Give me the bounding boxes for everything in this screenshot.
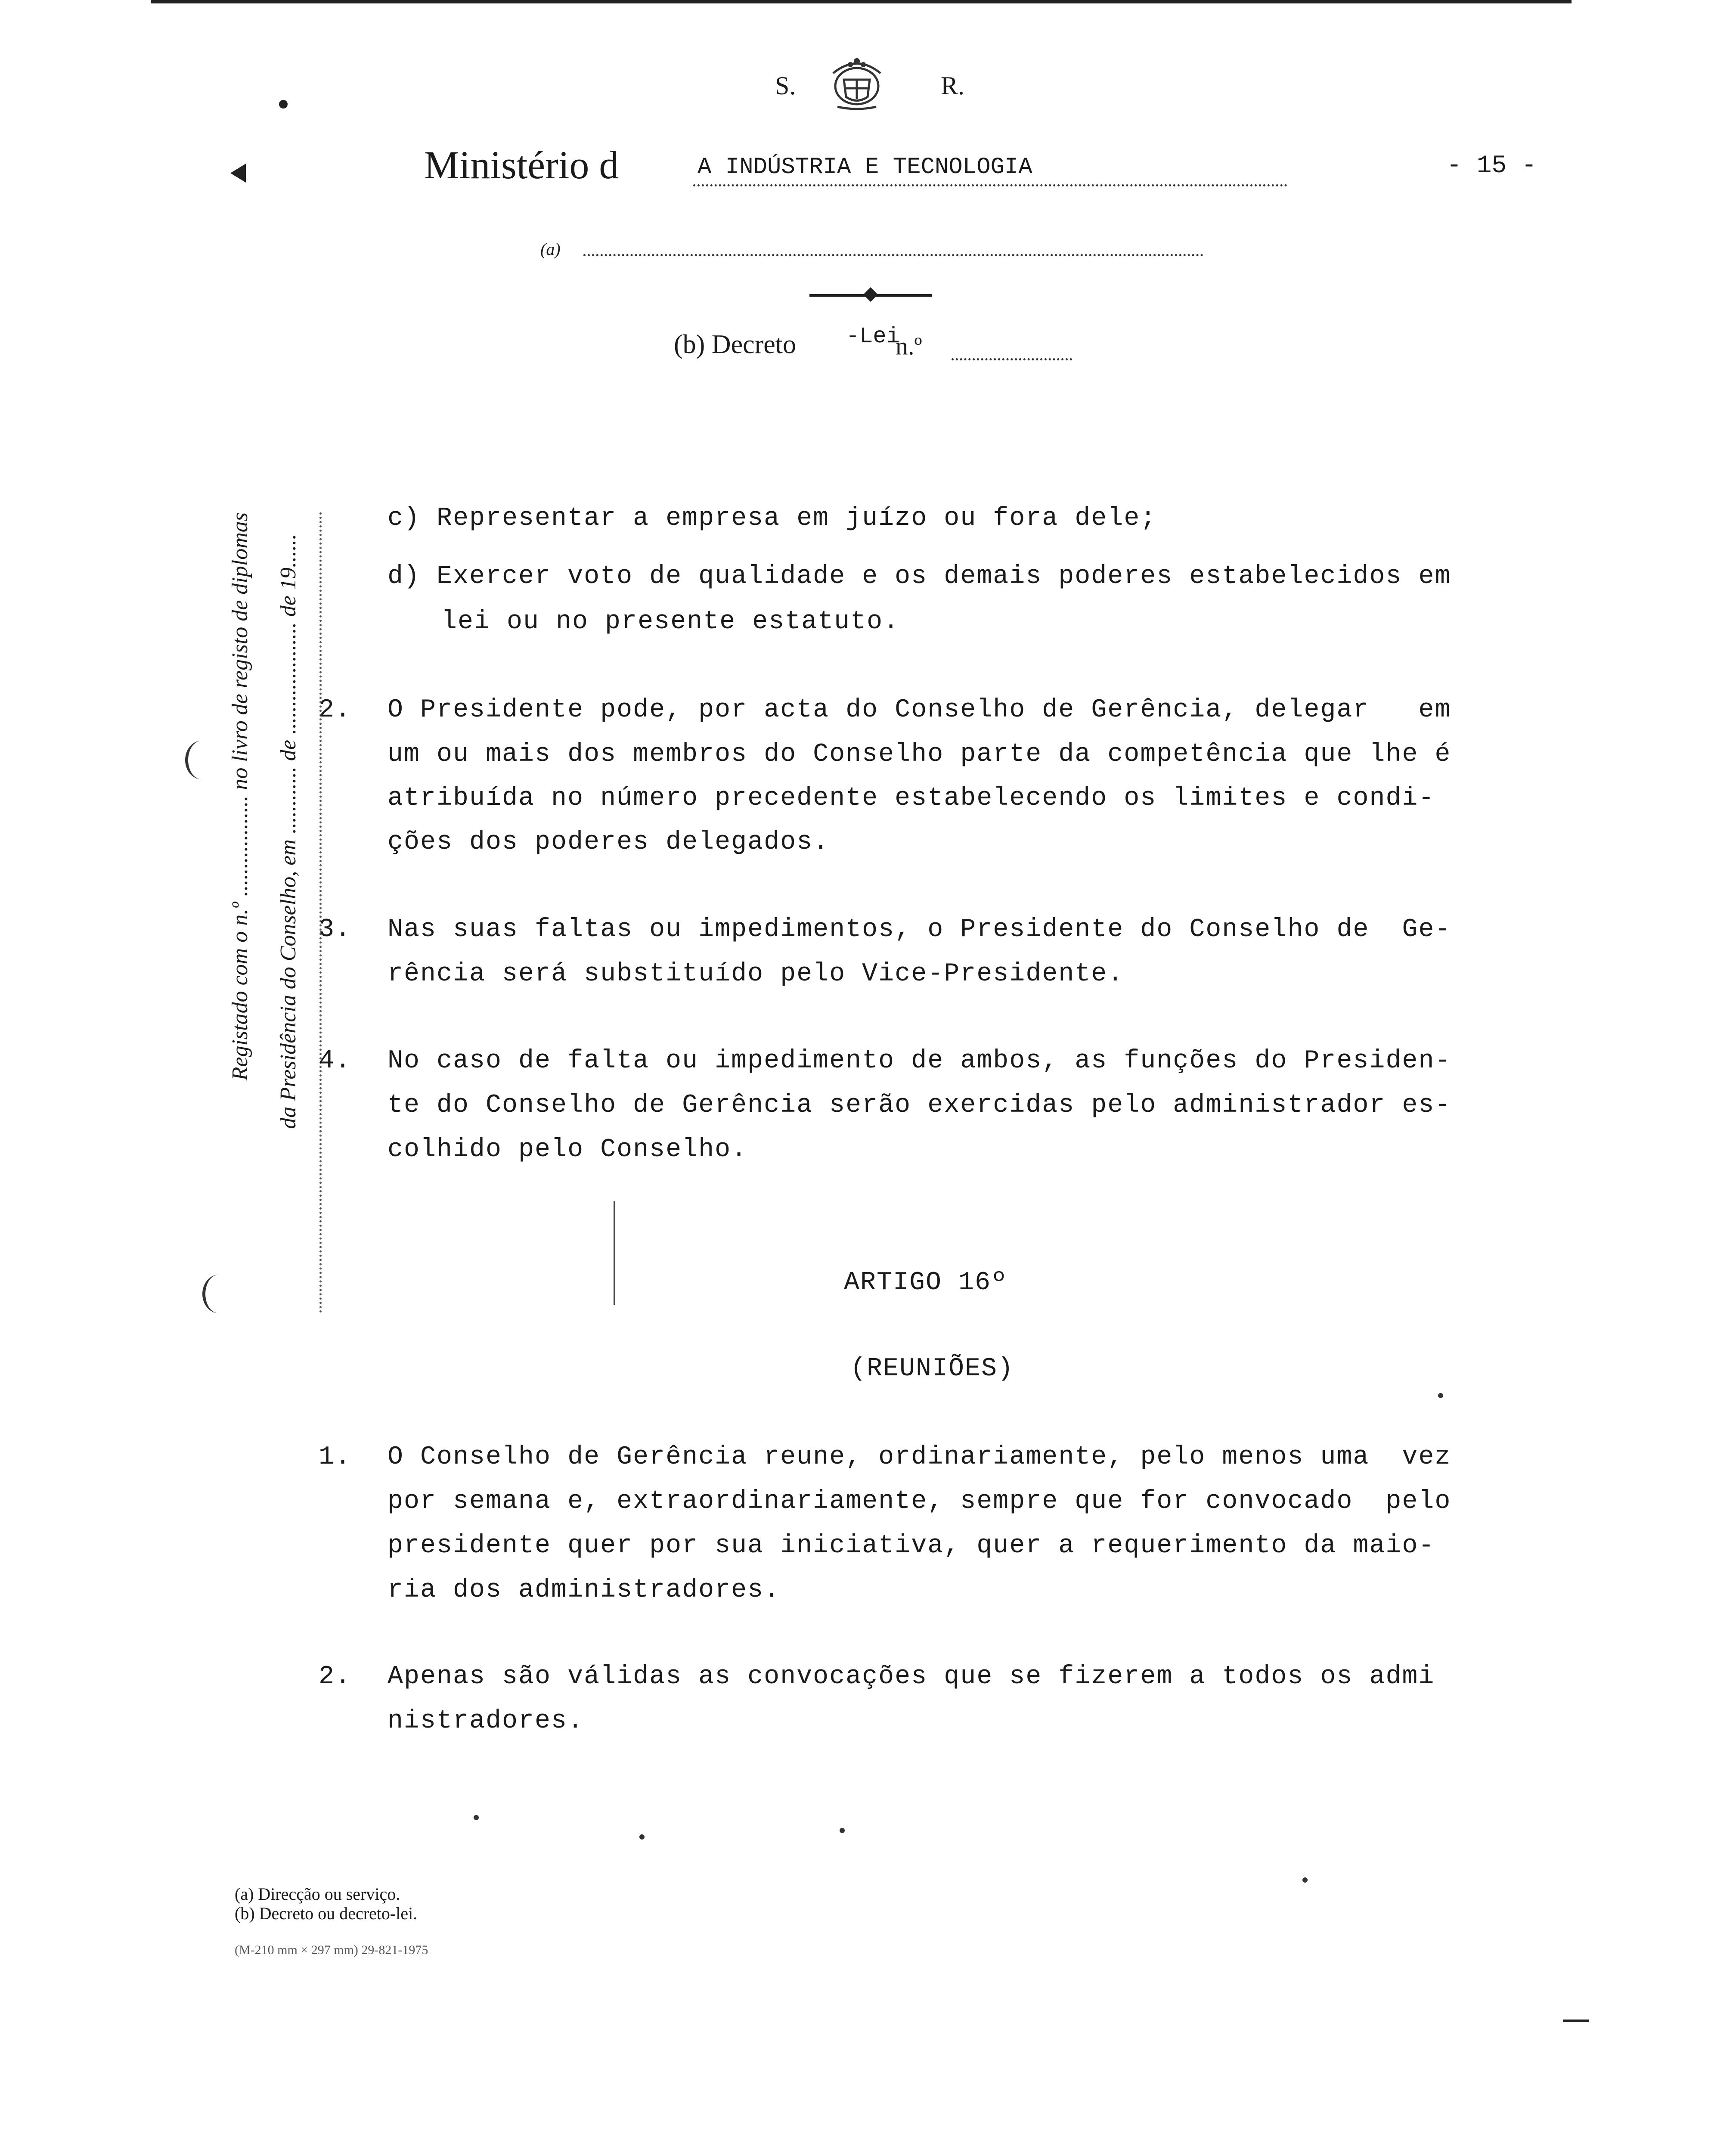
scan-dash	[1563, 2020, 1589, 2022]
ministerio-value: A INDÚSTRIA E TECNOLOGIA	[698, 154, 1032, 180]
reuniao-1-number: 1.	[319, 1443, 352, 1472]
footnote-print: (M-210 mm × 297 mm) 29-821-1975	[235, 1943, 428, 1957]
margin-presidencia-text: da Presidência do Conselho, em ............ de .................... de 19......	[276, 534, 301, 1129]
line-a-label: (a)	[540, 239, 561, 259]
arrow-mark	[230, 164, 246, 183]
ministerio-underline	[693, 184, 1287, 186]
margin-dotted-rule	[319, 512, 322, 1313]
line-a-dotted	[583, 254, 1203, 256]
paragraph-2-line-1: O Presidente pode, por acta do Conselho de Gerência, delegar em	[388, 695, 1451, 725]
paragraph-3-line-1: Nas suas faltas ou impedimentos, o Presidente do Conselho de Ge-	[388, 915, 1451, 944]
ornament-diamond	[863, 287, 878, 302]
footnote-a: (a) Direcção ou serviço.	[235, 1884, 400, 1904]
artigo-subtitle: (REUNIÕES)	[850, 1354, 1014, 1384]
paragraph-2-number: 2.	[319, 695, 352, 725]
ministerio-label: Ministério d	[424, 143, 619, 187]
item-c-line: c) Representar a empresa em juízo ou fora dele;	[388, 504, 1157, 533]
reuniao-1-line-3: presidente quer por sua iniciativa, quer a requerimento da maio-	[388, 1531, 1435, 1560]
margin-registo-text: Registado com o n.º .................. no livro de registo de diplomas	[228, 512, 252, 1081]
bullet-mark	[279, 100, 288, 109]
scan-speck	[1438, 1393, 1443, 1398]
coat-of-arms-emblem	[825, 56, 889, 112]
paragraph-3-line-2: rência será substituído pelo Vice-Presidente.	[388, 959, 1124, 989]
top-border-rule	[151, 0, 1572, 3]
paragraph-4-line-1: No caso de falta ou impedimento de ambos, as funções do Presiden-	[388, 1046, 1451, 1076]
decreto-value: -Lei	[846, 324, 900, 349]
reuniao-2-number: 2.	[319, 1662, 352, 1691]
reuniao-1-line-2: por semana e, extraordinariamente, sempre que for convocado pelo	[388, 1487, 1451, 1516]
scan-speck	[474, 1815, 479, 1820]
item-d-line-1: d) Exercer voto de qualidade e os demais poderes estabelecidos em	[388, 562, 1451, 591]
paragraph-3-number: 3.	[319, 915, 352, 944]
paragraph-4-number: 4.	[319, 1046, 352, 1076]
reuniao-1-line-4: ria dos administradores.	[388, 1576, 781, 1605]
page-number: - 15 -	[1447, 152, 1537, 180]
scan-speck	[639, 1834, 645, 1840]
paragraph-2-line-4: ções dos poderes delegados.	[388, 828, 830, 857]
paragraph-4-line-2: te do Conselho de Gerência serão exercidas pelo administrador es-	[388, 1091, 1451, 1120]
paragraph-2-line-2: um ou mais dos membros do Conselho parte da competência que lhe é	[388, 740, 1451, 769]
scan-speck	[1302, 1877, 1308, 1883]
vertical-mark	[614, 1201, 615, 1305]
emblem-right-letter: R.	[941, 71, 965, 100]
reuniao-2-line-2: nistradores.	[388, 1706, 584, 1736]
artigo-title: ARTIGO 16º	[844, 1268, 1008, 1297]
footnote-b: (b) Decreto ou decreto-lei.	[235, 1904, 418, 1923]
margin-bracket-bottom	[202, 1275, 236, 1313]
paragraph-2-line-3: atribuída no número precedente estabelecendo os limites e condi-	[388, 784, 1435, 813]
reuniao-2-line-1: Apenas são válidas as convocações que se fizerem a todos os admi	[388, 1662, 1435, 1691]
margin-bracket-top	[185, 741, 218, 779]
item-d-line-2: lei ou no presente estatuto.	[441, 607, 900, 636]
paragraph-4-line-3: colhido pelo Conselho.	[388, 1135, 748, 1164]
scan-speck	[840, 1828, 845, 1833]
decreto-label: (b) Decreto	[674, 330, 796, 359]
decreto-dotted	[952, 358, 1072, 360]
reuniao-1-line-1: O Conselho de Gerência reune, ordinariamente, pelo menos uma vez	[388, 1443, 1451, 1472]
decreto-suffix: n.º	[896, 332, 922, 360]
emblem-left-letter: S.	[775, 71, 796, 100]
